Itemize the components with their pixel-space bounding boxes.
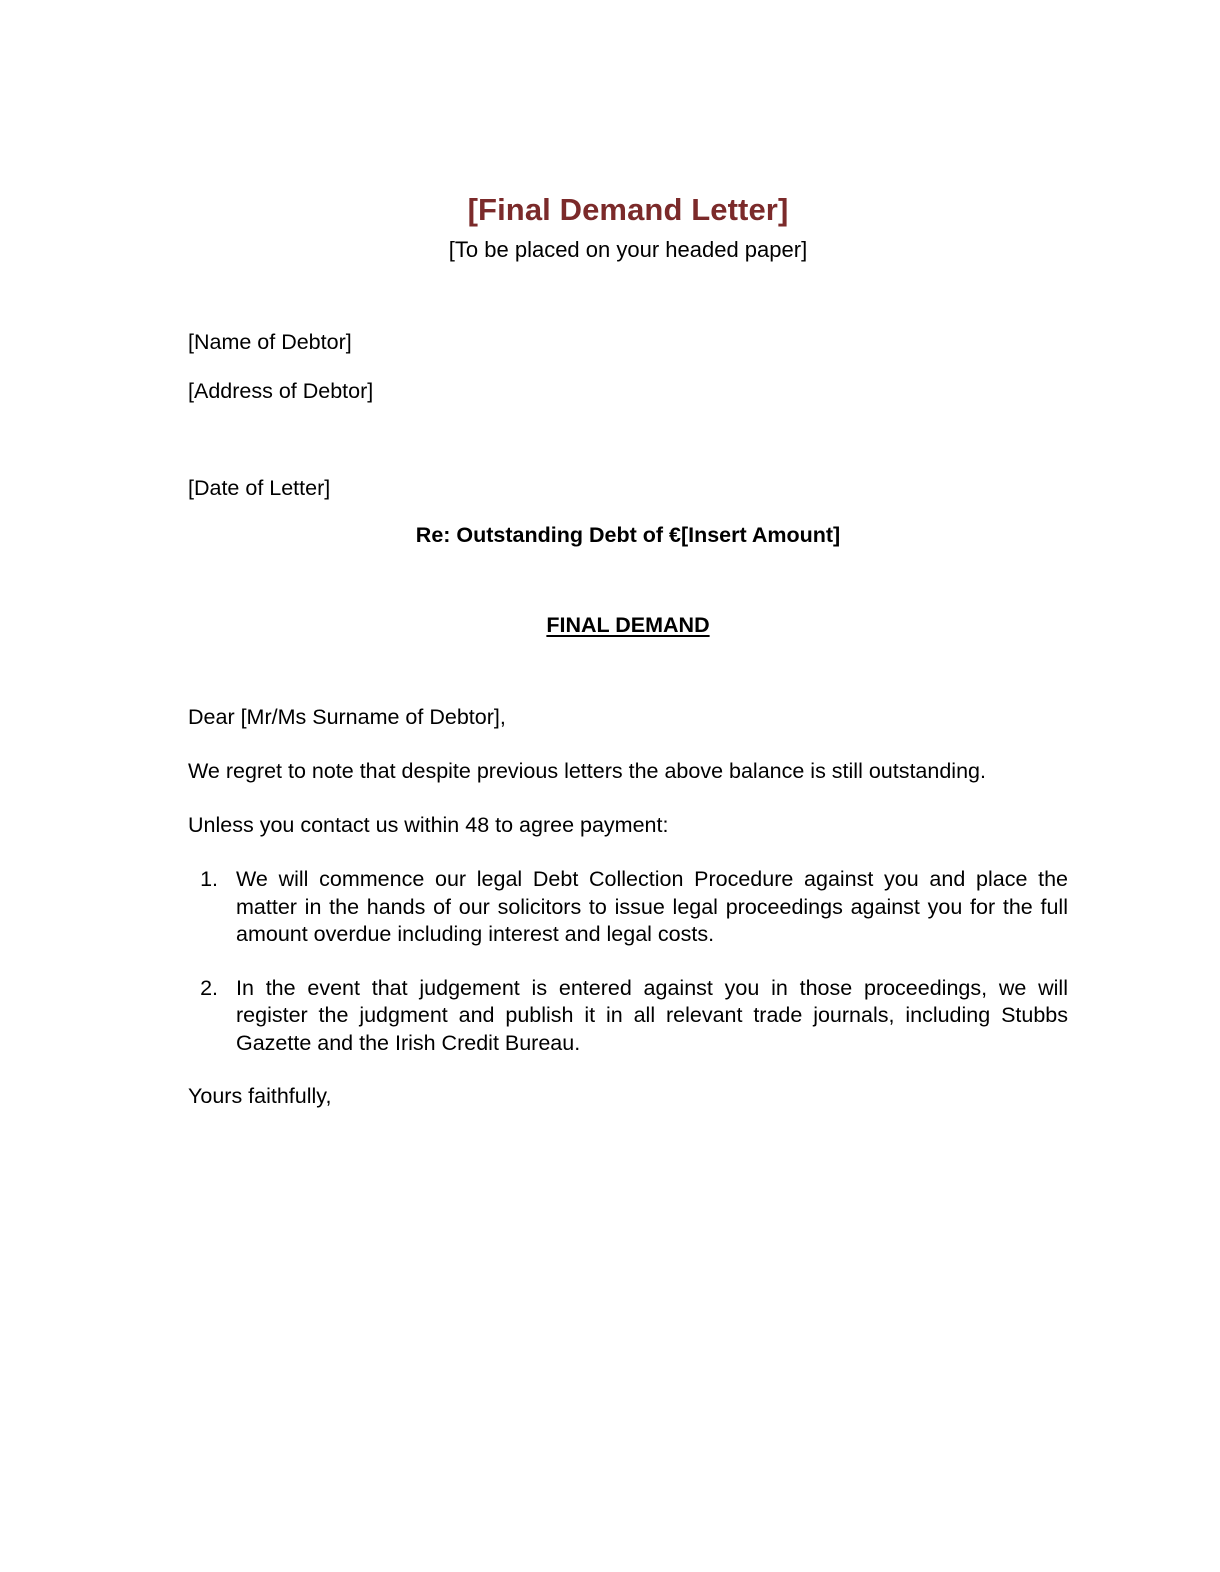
- page-subtitle: [To be placed on your headed paper]: [448, 236, 808, 262]
- closing-line: Yours faithfully,: [188, 1084, 332, 1109]
- salutation: Dear [Mr/Ms Surname of Debtor],: [188, 705, 506, 730]
- document-content: [188, 0, 1068, 1110]
- debtor-name-line: [Name of Debtor]: [188, 330, 352, 355]
- body-paragraph-2: Unless you contact us within 48 to agree payment:: [188, 813, 669, 838]
- final-demand-heading-text: FINAL DEMAND: [546, 612, 710, 637]
- page-title: [Final Demand Letter]: [467, 192, 789, 227]
- list-item: 2. In the event that judgement is entered against you in those proceedings, we will register the judgment and publish it in all relevant trade journals, including Stubbs Gazette and the Irish Credit Bureau.: [224, 975, 1068, 1058]
- debtor-address-line: [Address of Debtor]: [188, 378, 374, 403]
- subject-line: Re: Outstanding Debt of €[Insert Amount]: [415, 522, 841, 547]
- recipient-address-block: [188, 329, 1068, 405]
- body-paragraph-1: We regret to note that despite previous letters the above balance is still outstanding.: [188, 759, 986, 784]
- final-demand-heading: [188, 612, 1068, 639]
- letter-date-line: [Date of Letter]: [188, 475, 331, 500]
- demand-consequences-list: [188, 866, 1068, 1057]
- list-item: 1. We will commence our legal Debt Collection Procedure against you and place the matter in the hands of our solicitors to issue legal proceedings against you for the full amount overdue including interest and legal costs.: [224, 866, 1068, 949]
